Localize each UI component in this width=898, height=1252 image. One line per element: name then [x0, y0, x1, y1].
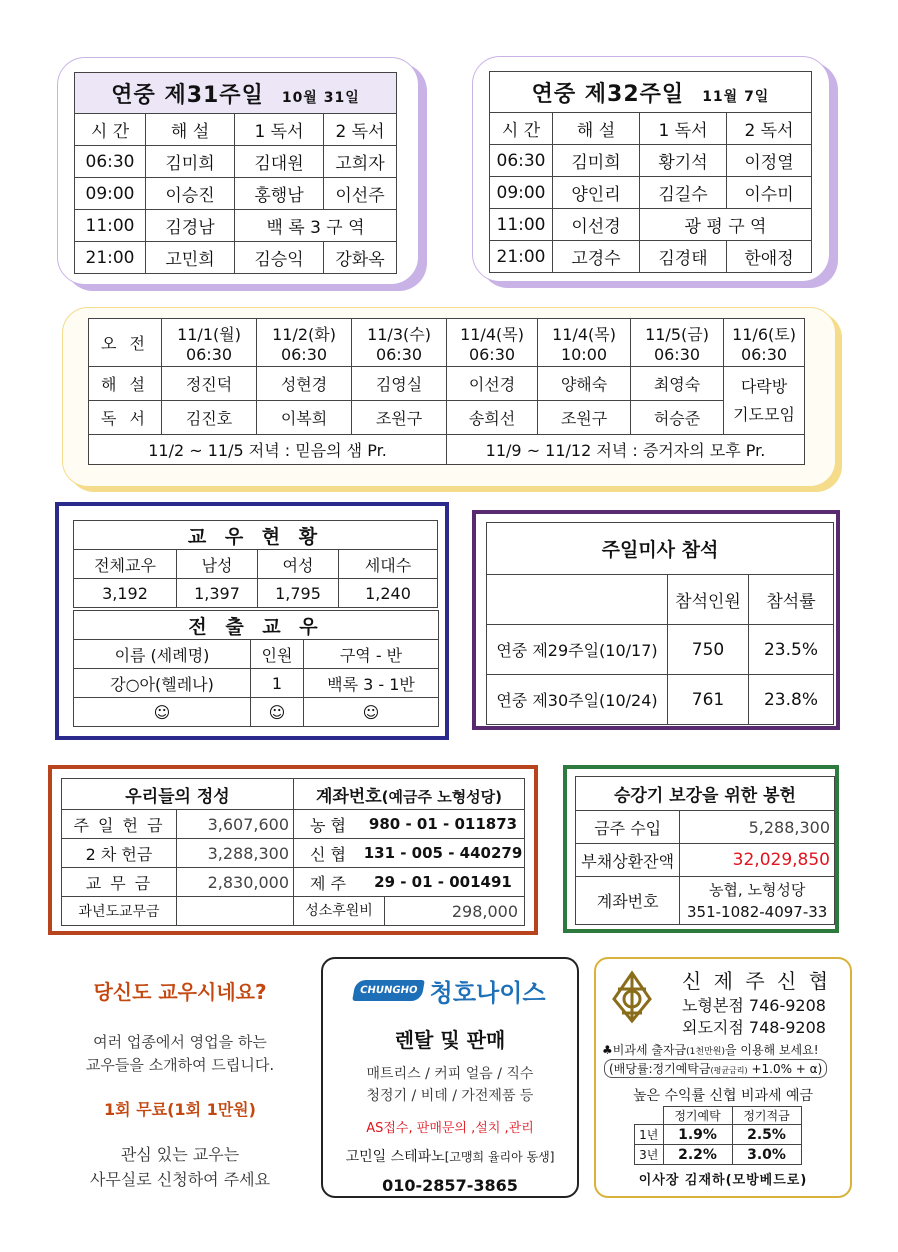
elevator-title: 승강기 보강을 위한 봉헌 [576, 777, 835, 811]
week32-cell: 한애정 [727, 241, 812, 273]
support-value: 298,000 [451, 901, 518, 921]
ad1-tail-2: 사무실로 신청하여 주세요 [89, 1170, 271, 1189]
members-value: 3,192 [74, 579, 177, 608]
week32-col-time: 시 간 [490, 113, 553, 145]
week31-date: 10월 31일 [281, 89, 360, 106]
members-header: 전체교우 [74, 550, 177, 579]
smile-icon: ☺ [304, 698, 439, 727]
ad2-person-note: [고맹희 율리아 동생] [444, 1150, 555, 1164]
weekday-day: 11/1(월) [177, 324, 241, 344]
members-value: 1,397 [177, 579, 258, 608]
mass-blank [487, 575, 668, 625]
week32-cell: 김경태 [640, 241, 727, 273]
moveout-cell: 1 [251, 669, 304, 698]
weekday-table [88, 318, 805, 465]
elevator-account-label: 계좌번호 [576, 877, 680, 925]
week31-cell: 이선주 [324, 178, 397, 210]
members-title: 교 우 현 황 [74, 521, 438, 550]
moveout-cell: 백록 3 - 1반 [304, 669, 439, 698]
week31-cell: 백 록 3 구 역 [235, 210, 397, 242]
mass-attendance-box [472, 510, 840, 730]
chungho-logo [323, 973, 577, 1008]
ad1-body-2: 교우들을 소개하여 드립니다. [85, 1056, 275, 1074]
rate-header: 정기적금 [732, 1107, 801, 1125]
members-value: 1,795 [258, 579, 339, 608]
promo-small: (1천만원) [686, 1047, 725, 1057]
elevator-debt: 32,029,850 [680, 844, 835, 877]
offering-amount: 3,607,600 [177, 810, 294, 839]
credit-union-promo [602, 1041, 819, 1058]
promo-tail: 을 이용해 보세요! [724, 1043, 819, 1057]
weekday-label-reading: 독 서 [89, 401, 162, 435]
ad1-price: 1회 무료(1회 1만원) [104, 1100, 256, 1119]
week31-header [75, 73, 397, 114]
mass-count: 761 [668, 675, 749, 725]
week31-cell: 21:00 [75, 242, 146, 274]
rate-value: 2.5% [732, 1125, 801, 1145]
rate-header: 정기예탁 [663, 1107, 732, 1125]
weekday-reading: 김진호 [162, 401, 257, 435]
mass-header: 참석인원 [668, 575, 749, 625]
weekday-day: 11/3(수) [367, 324, 431, 344]
offering-label: 주 일 헌 금 [62, 810, 177, 839]
ad2-person-name: 고민일 스테파노 [345, 1149, 445, 1165]
week32-cell: 09:00 [490, 177, 553, 209]
offering-title: 우리들의 정성 [62, 779, 294, 810]
dividend-pre: (배당률:정기예탁금 [609, 1062, 711, 1076]
weekday-day-cell [447, 319, 538, 367]
weekday-time: 06:30 [740, 344, 788, 364]
weekday-day: 11/4(목) [460, 324, 524, 344]
week32-cell: 11:00 [490, 209, 553, 241]
week31-cell: 강화옥 [324, 242, 397, 274]
week31-cell: 09:00 [75, 178, 146, 210]
week31-cell: 고희자 [324, 146, 397, 178]
members-header: 남성 [177, 550, 258, 579]
week31-col-time: 시 간 [75, 114, 146, 146]
week31-cell: 이승진 [146, 178, 235, 210]
week31-cell: 고민희 [146, 242, 235, 274]
weekday-time: 06:30 [375, 344, 423, 364]
weekday-comment: 성현경 [257, 367, 352, 401]
members-header: 세대수 [339, 550, 438, 579]
bank-account: 131 - 005 - 440279 [362, 839, 525, 868]
week32-col-reading2: 2 독서 [727, 113, 812, 145]
weekday-reading: 송희선 [447, 401, 538, 435]
account-owner: (예금주 노형성당) [381, 787, 503, 806]
week32-schedule-box [472, 56, 830, 282]
week32-cell: 21:00 [490, 241, 553, 273]
elevator-account-bank: 농협, 노형성당 [708, 880, 806, 899]
weekday-time: 06:30 [653, 344, 701, 364]
moveout-header: 이름 (세례명) [74, 640, 251, 669]
week32-cell: 황기석 [640, 145, 727, 177]
credit-union-chair: 이사장 김재하(모방베드로) [638, 1173, 808, 1188]
weekday-day-cell [257, 319, 352, 367]
week31-cell: 김경남 [146, 210, 235, 242]
week31-title: 연중 제31주일 [111, 82, 264, 108]
support-label: 성소후원비 [294, 897, 385, 925]
moveout-cell: 강○아(헬레나) [74, 669, 251, 698]
week31-col-comment: 해 설 [146, 114, 235, 146]
weekday-day-cell [538, 319, 631, 367]
members-box [55, 502, 449, 740]
weekday-day-cell [724, 319, 805, 367]
week32-table [489, 71, 812, 273]
week31-schedule-box [57, 57, 419, 285]
credit-union-branch-2: 외도지점 748-9208 [682, 1018, 826, 1037]
offering-label: 교 무 금 [62, 868, 177, 897]
elevator-account [680, 877, 835, 925]
rate-value: 2.2% [663, 1145, 732, 1165]
smile-icon: ☺ [251, 698, 304, 727]
chungho-logo-ko: 청호나이스 [429, 979, 546, 1007]
weekday-day-cell [352, 319, 447, 367]
elevator-label: 부채상환잔액 [576, 844, 680, 877]
deposit-title: 높은 수익률 신협 비과세 예금 [632, 1088, 814, 1104]
weekday-day: 11/6(토) [732, 324, 796, 344]
mass-week: 연중 제29주일(10/17) [487, 625, 668, 675]
weekday-day: 11/5(금) [645, 324, 709, 344]
moveout-header: 인원 [251, 640, 304, 669]
weekday-day-cell [162, 319, 257, 367]
week32-cell: 이선경 [553, 209, 640, 241]
week32-cell: 이정열 [727, 145, 812, 177]
bank-account: 980 - 01 - 011873 [362, 810, 525, 839]
week32-col-comment: 해 설 [553, 113, 640, 145]
week32-title: 연중 제32주일 [531, 81, 685, 107]
rate-term: 3년 [635, 1145, 664, 1165]
weekday-comment: 이선경 [447, 367, 538, 401]
rate-value: 1.9% [663, 1125, 732, 1145]
rate-value: 3.0% [732, 1145, 801, 1165]
week32-cell: 김미희 [553, 145, 640, 177]
rate-table [634, 1106, 802, 1165]
mass-rate: 23.5% [749, 625, 834, 675]
ad2-phone: 010-2857-3865 [382, 1176, 518, 1195]
ad2-line-2: 청정기 / 비데 / 가전제품 등 [366, 1088, 534, 1104]
weekday-time: 06:30 [468, 344, 516, 364]
weekday-prayer-note: 다락방 기도모임 [724, 367, 805, 435]
mass-title: 주일미사 참석 [487, 523, 834, 575]
week32-date: 11월 7일 [702, 88, 770, 105]
weekday-day: 11/4(목) [552, 324, 616, 344]
account-header [294, 779, 525, 810]
past-dues-label: 과년도교무금 [62, 897, 177, 926]
elevator-table [575, 776, 835, 925]
mass-week: 연중 제30주일(10/24) [487, 675, 668, 725]
week32-header [490, 72, 812, 113]
weekday-evening-1: 11/2 ~ 11/5 저녁 : 믿음의 샘 Pr. [89, 435, 447, 465]
bank-account: 29 - 01 - 001491 [362, 868, 525, 897]
week31-table [74, 72, 397, 274]
account-title: 계좌번호 [315, 786, 382, 807]
bank-name: 제 주 [294, 868, 363, 897]
weekday-label-comment: 해 설 [89, 367, 162, 401]
mass-count: 750 [668, 625, 749, 675]
mass-table [486, 522, 834, 725]
weekday-time: 06:30 [185, 344, 233, 364]
moveout-title: 전 출 교 우 [74, 611, 439, 640]
weekday-comment: 양해숙 [538, 367, 631, 401]
weekday-reading: 조원구 [352, 401, 447, 435]
weekday-schedule-box [62, 307, 836, 487]
week32-cell: 광 평 구 역 [640, 209, 812, 241]
week32-cell: 김길수 [640, 177, 727, 209]
weekday-label-am: 오 전 [89, 319, 162, 367]
week31-col-reading2: 2 독서 [324, 114, 397, 146]
weekday-comment: 김영실 [352, 367, 447, 401]
week31-cell: 김미희 [146, 146, 235, 178]
weekday-time: 10:00 [560, 344, 608, 364]
member-business-ad [55, 968, 305, 1198]
week32-col-reading1: 1 독서 [640, 113, 727, 145]
ad1-title: 당신도 교우시네요? [93, 980, 267, 1004]
week31-cell: 김대원 [235, 146, 324, 178]
week32-cell: 06:30 [490, 145, 553, 177]
week31-cell: 홍행남 [235, 178, 324, 210]
offering-amount: 2,830,000 [177, 868, 294, 897]
members-header: 여성 [258, 550, 339, 579]
week32-cell: 양인리 [553, 177, 640, 209]
week31-cell: 11:00 [75, 210, 146, 242]
bank-name: 농 협 [294, 810, 363, 839]
ad2-line-3: AS접수, 판매문의 ,설치 ,관리 [366, 1121, 534, 1136]
weekday-reading: 허승준 [631, 401, 724, 435]
past-dues-value [177, 897, 294, 926]
moveout-table [73, 610, 439, 727]
elevator-account-number: 351-1082-4097-33 [687, 902, 828, 921]
week31-cell: 김승익 [235, 242, 324, 274]
week31-cell: 06:30 [75, 146, 146, 178]
mass-rate: 23.8% [749, 675, 834, 725]
ad2-line-1: 매트리스 / 커피 얼음 / 직수 [366, 1066, 534, 1082]
weekday-day-cell [631, 319, 724, 367]
weekday-comment: 정진덕 [162, 367, 257, 401]
credit-union-branch-1: 노형본점 746-9208 [682, 996, 826, 1015]
credit-union-name: 신 제 주 신 협 [682, 969, 832, 993]
credit-union-ad [594, 957, 852, 1198]
bank-name: 신 협 [294, 839, 363, 868]
ad2-title: 렌탈 및 판매 [394, 1028, 506, 1052]
moveout-header: 구역 - 반 [304, 640, 439, 669]
members-value: 1,240 [339, 579, 438, 608]
weekday-day: 11/2(화) [272, 324, 336, 344]
weekday-evening-2: 11/9 ~ 11/12 저녁 : 증거자의 모후 Pr. [447, 435, 805, 465]
rate-term: 1년 [635, 1125, 664, 1145]
weekday-reading: 조원구 [538, 401, 631, 435]
dividend-small: (평균금리) [710, 1066, 748, 1075]
ad1-body-1: 여러 업종에서 영업을 하는 [93, 1033, 267, 1051]
elevator-box [563, 765, 839, 933]
weekday-reading: 이복희 [257, 401, 352, 435]
ad2-person [323, 1146, 577, 1166]
weekday-time: 06:30 [280, 344, 328, 364]
week32-cell: 이수미 [727, 177, 812, 209]
offering-label: 2 차 헌금 [62, 839, 177, 868]
mass-header: 참석률 [749, 575, 834, 625]
smile-icon: ☺ [74, 698, 251, 727]
elevator-income: 5,288,300 [680, 811, 835, 844]
offering-box [48, 765, 538, 935]
ad1-tail-1: 관심 있는 교우는 [120, 1145, 240, 1164]
offering-table [61, 778, 525, 926]
chungho-logo-en: CHUNGHO [353, 980, 426, 1001]
dividend-post: +1.0% + α) [747, 1062, 823, 1076]
credit-union-dividend [604, 1059, 827, 1078]
week31-col-reading1: 1 독서 [235, 114, 324, 146]
credit-union-logo-icon [608, 969, 656, 1025]
chungho-ad [321, 957, 579, 1198]
rate-corner [635, 1107, 664, 1125]
week32-cell: 고경수 [553, 241, 640, 273]
elevator-label: 금주 수입 [576, 811, 680, 844]
weekday-comment: 최영숙 [631, 367, 724, 401]
support-cell [294, 897, 525, 926]
offering-amount: 3,288,300 [177, 839, 294, 868]
members-table [73, 520, 438, 608]
promo-main: ♣비과세 출자금 [602, 1043, 687, 1057]
